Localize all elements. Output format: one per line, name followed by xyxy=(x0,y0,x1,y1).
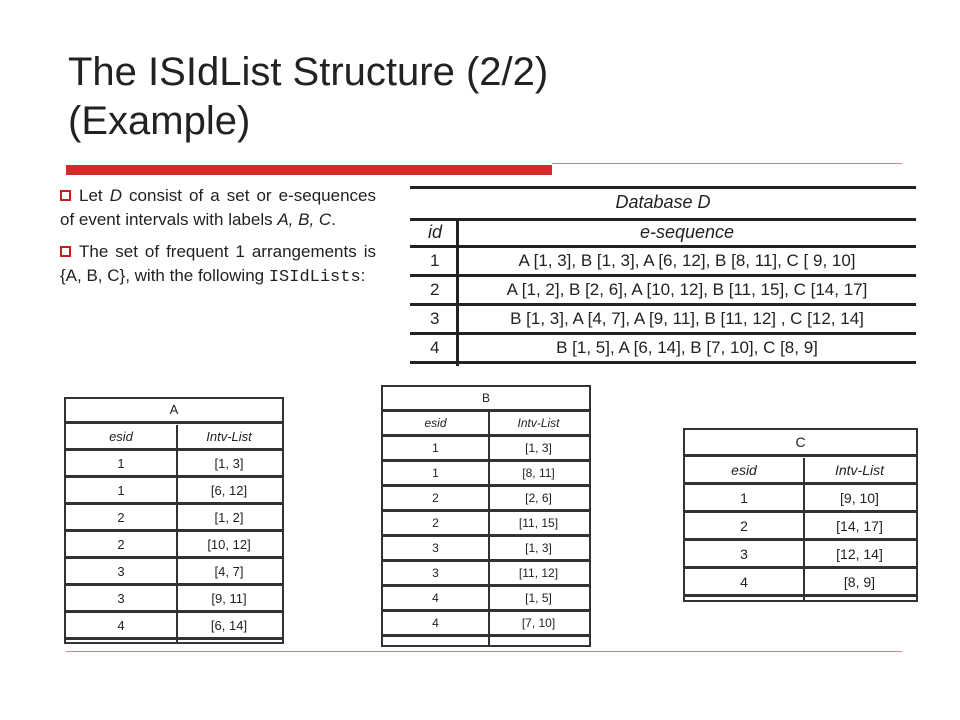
esid-cell: 3 xyxy=(432,566,439,580)
table-row xyxy=(383,487,589,512)
square-bullet-icon xyxy=(60,246,71,257)
esid-cell: 4 xyxy=(432,616,439,630)
esid-cell: 1 xyxy=(117,483,125,498)
isidlist-table-a xyxy=(64,397,284,644)
table-row xyxy=(685,486,916,513)
database-title: Database D xyxy=(410,186,916,221)
esid-header: esid xyxy=(731,462,757,478)
table-row: 1 A [1, 3], B [1, 3], A [6, 12], B [8, 11], C [ 9, 10] xyxy=(410,248,916,277)
interval-cell: [10, 12] xyxy=(207,537,251,552)
interval-cell: [1, 5] xyxy=(525,591,552,605)
table-header-row xyxy=(66,425,282,451)
interval-cell: [9, 11] xyxy=(211,591,247,606)
interval-cell: [1, 3] xyxy=(214,456,244,471)
esid-cell: 4 xyxy=(117,618,125,633)
esid-cell: 3 xyxy=(117,591,125,606)
interval-cell: [1, 3] xyxy=(525,441,552,455)
footer-rule xyxy=(66,651,902,652)
table-label: B xyxy=(383,387,589,412)
database-header-row xyxy=(410,219,916,248)
table-row xyxy=(685,570,916,597)
isidlist-table-b xyxy=(381,385,591,647)
esid-cell: 4 xyxy=(740,574,748,590)
table-row xyxy=(66,560,282,586)
intv-list-header: Intv-List xyxy=(834,462,884,478)
title-underline-bar xyxy=(66,165,552,175)
col-id-header: id xyxy=(428,222,443,242)
interval-cell: [9, 10] xyxy=(840,490,879,506)
interval-cell: [14, 17] xyxy=(836,518,883,534)
column-divider xyxy=(176,425,178,642)
table-row xyxy=(66,479,282,505)
intv-list-header: Intv-List xyxy=(517,416,560,430)
table-header-row xyxy=(685,458,916,485)
interval-cell: [2, 6] xyxy=(525,491,552,505)
title-rule xyxy=(552,163,902,164)
interval-cell: [6, 12] xyxy=(210,483,248,498)
table-row: 2 A [1, 2], B [2, 6], A [10, 12], B [11, 15], C [14, 17] xyxy=(410,277,916,306)
interval-cell: [8, 11] xyxy=(522,466,555,480)
esid-cell: 2 xyxy=(432,491,439,505)
esid-cell: 2 xyxy=(432,516,439,530)
table-row xyxy=(66,614,282,640)
esid-cell: 2 xyxy=(740,518,748,534)
interval-cell: [12, 14] xyxy=(836,546,883,562)
table-row xyxy=(383,512,589,537)
esid-cell: 2 xyxy=(117,537,125,552)
table-row xyxy=(66,506,282,532)
database-table xyxy=(410,186,916,366)
bullet-1: Let D consist of a set or e-sequences of event intervals with labels A, B, C. xyxy=(60,186,376,229)
table-row xyxy=(685,542,916,569)
interval-cell: [7, 10] xyxy=(521,616,556,630)
table-row xyxy=(383,437,589,462)
interval-cell: [11, 15] xyxy=(518,516,559,530)
table-label: C xyxy=(685,430,916,457)
interval-cell: [11, 12] xyxy=(518,566,559,580)
intv-list-header: Intv-List xyxy=(206,429,252,444)
table-row xyxy=(383,562,589,587)
title-line-2: (Example) xyxy=(68,99,251,143)
table-row xyxy=(66,452,282,478)
table-row xyxy=(383,462,589,487)
table-row xyxy=(383,587,589,612)
interval-cell: [1, 3] xyxy=(525,541,552,555)
esid-header: esid xyxy=(109,429,133,444)
table-row xyxy=(383,537,589,562)
esid-cell: 3 xyxy=(117,564,125,579)
interval-cell: [6, 14] xyxy=(210,618,248,633)
table-label: A xyxy=(66,399,282,424)
esid-cell: 2 xyxy=(117,510,125,525)
table-header-row xyxy=(383,412,589,437)
table-row: 3 B [1, 3], A [4, 7], A [9, 11], B [11, 12] , C [12, 14] xyxy=(410,306,916,335)
interval-cell: [1, 2] xyxy=(214,510,244,525)
table-row xyxy=(66,587,282,613)
col-sequence-header: e-sequence xyxy=(639,222,735,242)
table-row xyxy=(383,612,589,637)
esid-cell: 1 xyxy=(432,466,439,480)
column-divider xyxy=(488,412,490,645)
esid-cell: 3 xyxy=(432,541,439,555)
esid-cell: 1 xyxy=(432,441,439,455)
esid-cell: 4 xyxy=(432,591,439,605)
esid-cell: 1 xyxy=(117,456,125,471)
table-row xyxy=(685,514,916,541)
isidlist-table-c xyxy=(683,428,918,602)
interval-cell: [4, 7] xyxy=(214,564,244,579)
slide-title xyxy=(68,48,548,146)
table-row: 4 B [1, 5], A [6, 14], B [7, 10], C [8, 9] xyxy=(410,335,916,364)
bullet-2: The set of frequent 1 arrangements is {A, B, C}, with the following ISIdLists: xyxy=(60,242,376,287)
table-row xyxy=(66,533,282,559)
esid-cell: 3 xyxy=(740,546,748,562)
title-line-1: The ISIdList Structure (2/2) xyxy=(68,50,549,94)
interval-cell: [8, 9] xyxy=(843,574,876,590)
column-divider xyxy=(803,458,805,600)
square-bullet-icon xyxy=(60,190,71,201)
bullet-list xyxy=(60,184,376,298)
esid-cell: 1 xyxy=(740,490,748,506)
esid-header: esid xyxy=(424,416,447,430)
